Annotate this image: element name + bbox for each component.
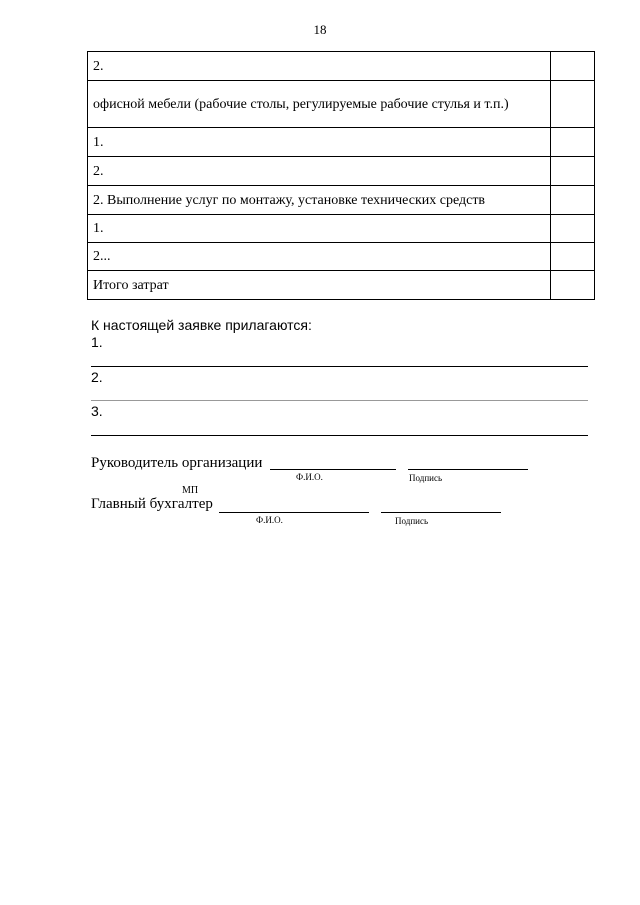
table-cell-label: 2. [88, 52, 551, 81]
table-cell-value [551, 81, 595, 128]
table-row [88, 215, 595, 243]
table-cell-label: офисной мебели (рабочие столы, регулируемые рабочие стулья и т.п.) [88, 81, 551, 128]
table-cell-label: Итого затрат [88, 271, 551, 300]
table-cell-label: 1. [88, 128, 551, 157]
attachments-title: К настоящей заявке прилагаются: [91, 317, 312, 333]
table-cell-label: 1. [88, 215, 551, 243]
attachment-line [91, 435, 588, 436]
head-signature-line [408, 469, 528, 470]
accountant-signature-line [381, 512, 501, 513]
table-row [88, 52, 595, 81]
table-cell-value [551, 271, 595, 300]
head-signature-caption: Подпись [409, 473, 443, 483]
table-row [88, 128, 595, 157]
table-row [88, 186, 595, 215]
table-cell-label: 2. Выполнение услуг по монтажу, установке технических средств [88, 186, 551, 215]
page-number: 18 [313, 22, 327, 37]
table-cell-value [551, 215, 595, 243]
table-cell-label: 2... [88, 243, 551, 271]
head-label: Руководитель организации [91, 455, 263, 471]
accountant-label: Главный бухгалтер [91, 496, 213, 512]
stamp-place: МП [182, 485, 199, 496]
table-cell-value [551, 186, 595, 215]
attachment-number: 3. [91, 403, 103, 419]
accountant-fio-line [219, 512, 369, 513]
accountant-signature-caption: Подпись [395, 516, 429, 526]
attachment-line [91, 400, 588, 401]
head-fio-caption: Ф.И.О. [296, 472, 323, 482]
table-row [88, 243, 595, 271]
accountant-fio-caption: Ф.И.О. [256, 515, 283, 525]
table-cell-label: 2. [88, 157, 551, 186]
head-fio-line [270, 469, 396, 470]
table-cell-value [551, 243, 595, 271]
cost-table [87, 51, 595, 300]
table-cell-value [551, 52, 595, 81]
attachment-number: 2. [91, 369, 103, 385]
attachment-line [91, 366, 588, 367]
table-row [88, 271, 595, 300]
attachment-number: 1. [91, 334, 103, 350]
table-cell-value [551, 157, 595, 186]
table-row [88, 157, 595, 186]
table-row [88, 81, 595, 128]
table-cell-value [551, 128, 595, 157]
